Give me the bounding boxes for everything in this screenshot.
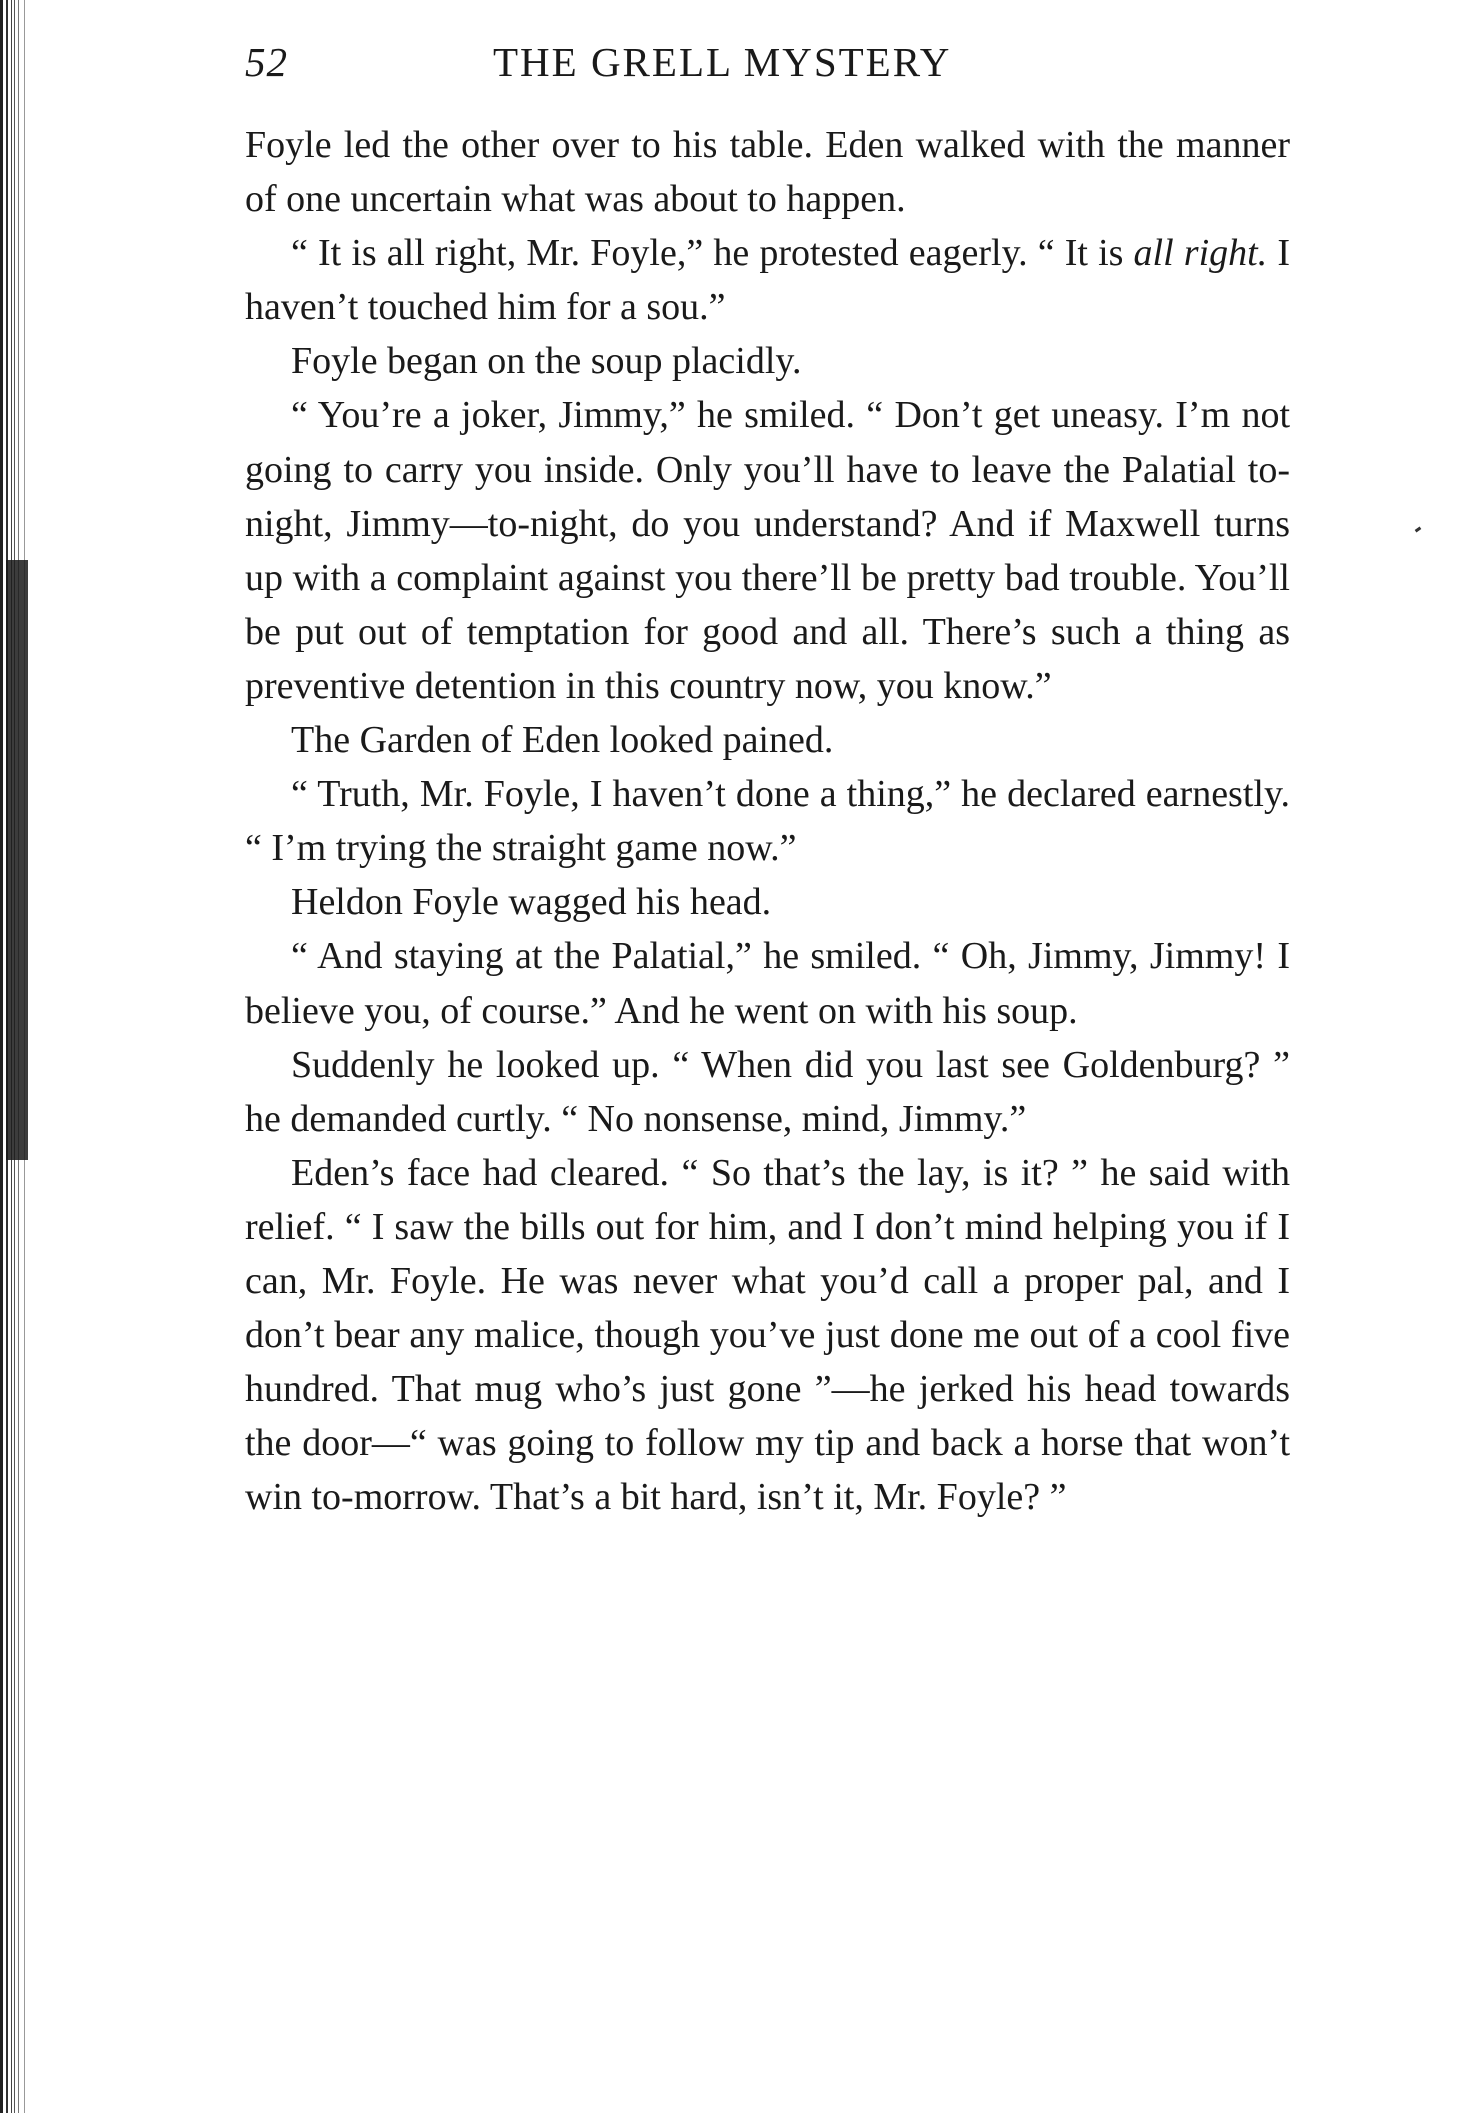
paragraph-6: “ Truth, Mr. Foyle, I haven’t done a thing,” he declared earnestly. “ I’m trying the straight game now.”	[245, 773, 1290, 870]
body-text	[245, 118, 1290, 1524]
binding-shadow	[6, 560, 28, 1160]
page-number: 52	[245, 39, 288, 85]
paragraph-7: Heldon Foyle wagged his head.	[291, 881, 772, 924]
paragraph-2-after: I haven’t touched him for a sou.”	[245, 232, 1290, 329]
paragraph-3: Foyle began on the soup placidly.	[291, 340, 802, 383]
paragraph-2-before: “ It is all right, Mr. Foyle,” he protested eagerly. “ It is	[291, 232, 1134, 275]
paragraph-8: “ And staying at the Palatial,” he smiled. “ Oh, Jimmy, Jimmy! I believe you, of course.” And he went on with his soup.	[245, 935, 1290, 1032]
paragraph-10: Eden’s face had cleared. “ So that’s the lay, is it? ” he said with relief. “ I saw the bills out for him, and I don’t mind helping you if I can, Mr. Foyle. He was never what you’d call a proper pal, and I don’t bear any malice, though you’ve just done me out of a cool five hundred. That mug who’s just gone ”—he jerked his head towards the door—“ was going to follow my tip and back a horse that won’t win to-morrow. That’s a bit hard, isn’t it, Mr. Foyle? ”	[245, 1151, 1290, 1519]
paragraph-4: “ You’re a joker, Jimmy,” he smiled. “ Don’t get uneasy. I’m not going to carry you inside. Only you’ll have to leave the Palatial to-night, Jimmy—to-night, do you understand? And if Maxwell turns up with a complaint against you there’ll be pretty bad trouble. You’ll be put out of temptation for good and all. There’s such a thing as preventive detention in this country now, you know.”	[245, 394, 1290, 707]
paragraph-1: Foyle led the other over to his table. Eden walked with the manner of one uncertain what was about to happen.	[245, 124, 1290, 221]
paragraph-2	[245, 226, 1290, 334]
ink-speck	[1415, 527, 1422, 533]
paragraph-2-emphasis: all right.	[1133, 232, 1268, 275]
paragraph-9: Suddenly he looked up. “ When did you last see Goldenburg? ” he demanded curtly. “ No nonsense, mind, Jimmy.”	[245, 1043, 1290, 1140]
running-title: THE GRELL MYSTERY	[493, 39, 952, 85]
page-header	[245, 38, 1285, 98]
paragraph-5: The Garden of Eden looked pained.	[291, 719, 834, 762]
